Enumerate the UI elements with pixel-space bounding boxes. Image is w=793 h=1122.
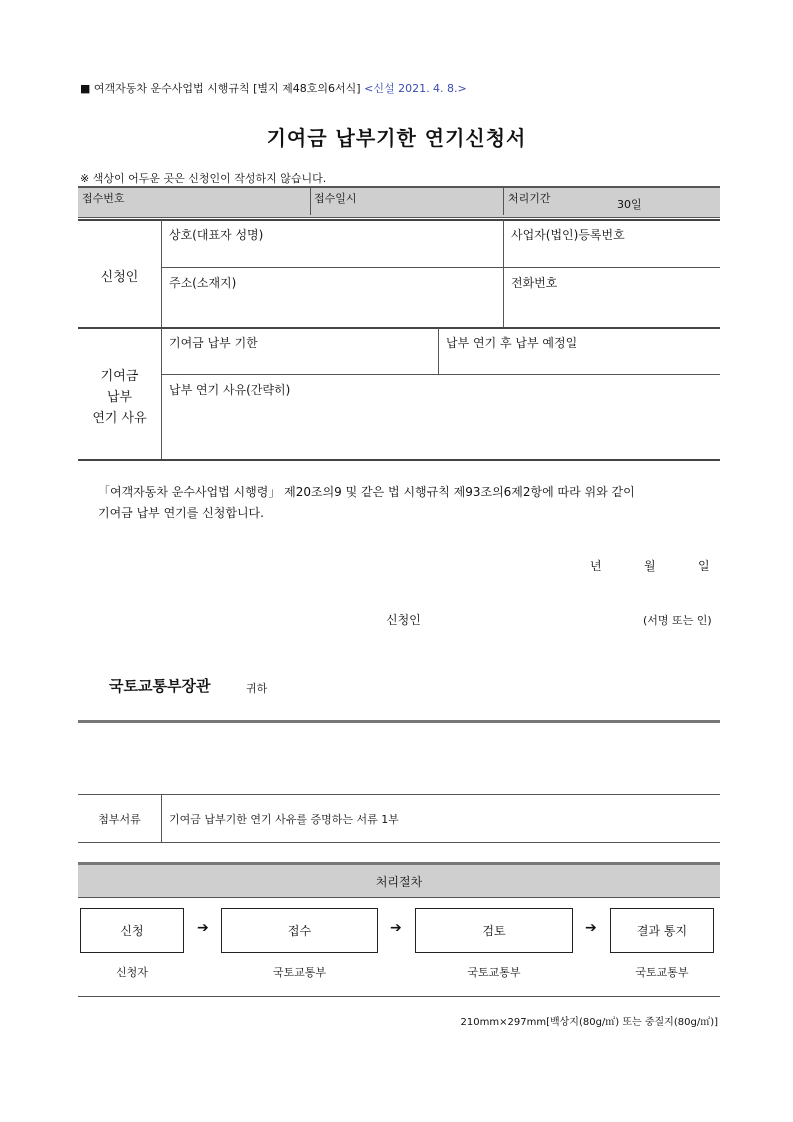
procedure-step-label: 신청 xyxy=(120,924,144,938)
procedure-step-label: 검토 xyxy=(482,924,506,938)
attachment-label: 첨부서류 xyxy=(98,813,141,826)
law-reference: ■ 여객자동차 운수사업법 시행규칙 [별지 제48호의6서식] xyxy=(80,82,361,95)
arrow-right-icon: ➔ xyxy=(585,920,597,936)
procedure-step-review xyxy=(415,908,573,953)
procedure-step-apply xyxy=(80,908,184,953)
procedure-actor-notify: 국토교통부 xyxy=(635,966,689,979)
procedure-step-label: 결과 통지 xyxy=(636,924,688,938)
company-name-field[interactable]: 상호(대표자 성명) xyxy=(169,228,264,242)
processing-period-value: 30일 xyxy=(617,198,642,211)
instruction-note: ※ 색상이 어두운 곳은 신청인이 작성하지 않습니다. xyxy=(80,172,327,185)
receipt-date-label: 접수일시 xyxy=(314,192,357,205)
statement-line1: 「여객자동차 운수사업법 시행령」 제20조의9 및 같은 법 시행규칙 제93조의6제2항에 따라 위와 같이 xyxy=(98,485,635,499)
postpone-section-line3: 연기 사유 xyxy=(92,411,147,426)
procedure-title: 처리절차 xyxy=(375,875,423,889)
receipt-number-label: 접수번호 xyxy=(82,192,125,205)
procedure-step-notify xyxy=(610,908,714,953)
addressee-suffix: 귀하 xyxy=(246,682,268,695)
postpone-section-line2: 납부 xyxy=(106,390,133,405)
form-reference xyxy=(80,80,467,96)
attachment-value: 기여금 납부기한 연기 사유를 증명하는 서류 1부 xyxy=(169,813,399,826)
processing-period-label: 처리기간 xyxy=(508,192,551,205)
date-year[interactable]: 년 xyxy=(590,559,602,573)
procedure-step-label: 접수 xyxy=(287,924,312,938)
due-date-field[interactable]: 기여금 납부 기한 xyxy=(169,336,258,350)
amendment-note: <신설 2021. 4. 8.> xyxy=(364,82,467,95)
paper-spec: 210mm×297mm[백상지(80g/㎡) 또는 중질지(80g/㎡)] xyxy=(460,1017,718,1028)
procedure-actor-review: 국토교통부 xyxy=(467,966,521,979)
date-day[interactable]: 일 xyxy=(698,559,710,573)
applicant-section-label: 신청인 xyxy=(100,270,139,285)
postpone-section-label xyxy=(78,366,161,429)
date-month[interactable]: 월 xyxy=(644,559,656,573)
address-field[interactable]: 주소(소재지) xyxy=(169,276,237,290)
scheduled-payment-date-field[interactable]: 납부 연기 후 납부 예정일 xyxy=(446,336,578,350)
procedure-actor-receive: 국토교통부 xyxy=(272,966,327,979)
statement-line2: 기여금 납부 연기를 신청합니다. xyxy=(98,506,264,520)
arrow-right-icon: ➔ xyxy=(390,920,402,936)
phone-field[interactable]: 전화번호 xyxy=(511,276,558,290)
page-title: 기여금 납부기한 연기신청서 xyxy=(266,126,527,150)
procedure-actor-applicant: 신청자 xyxy=(116,966,148,979)
arrow-right-icon: ➔ xyxy=(197,920,209,936)
signature-field[interactable]: (서명 또는 인) xyxy=(643,614,712,627)
postpone-reason-field[interactable]: 납부 연기 사유(간략히) xyxy=(169,383,291,397)
addressee-name: 국토교통부장관 xyxy=(109,677,211,695)
applicant-sign-label: 신청인 xyxy=(386,613,421,627)
business-registration-field[interactable]: 사업자(법인)등록번호 xyxy=(511,228,625,242)
procedure-step-receive xyxy=(221,908,378,953)
postpone-section-line1: 기여금 xyxy=(100,369,139,384)
